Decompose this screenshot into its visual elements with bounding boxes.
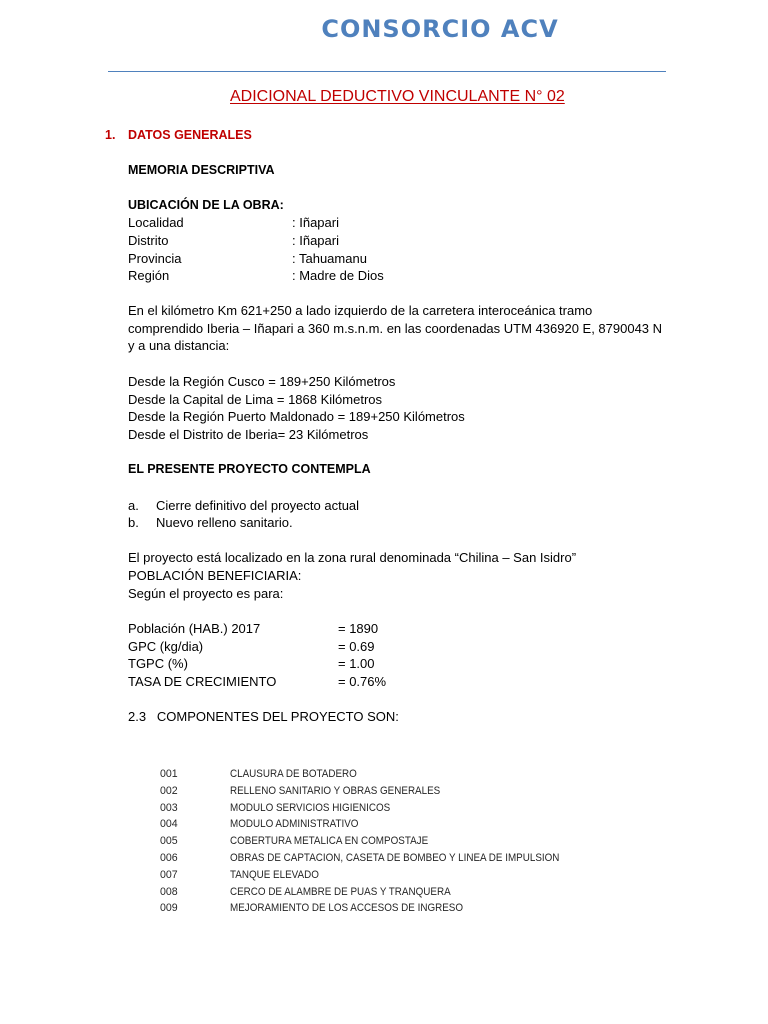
section-number: 1.: [105, 128, 116, 142]
ubicacion-label: Distrito: [128, 233, 169, 248]
componente-row: [160, 833, 584, 850]
poblacion-heading: POBLACIÓN BENEFICIARIA:: [128, 568, 302, 583]
componente-code: 008: [160, 885, 178, 898]
componente-code: 004: [160, 818, 178, 831]
document-title: ADICIONAL DEDUCTIVO VINCULANTE N° 02: [230, 88, 565, 105]
componente-desc: MODULO SERVICIOS HIGIENICOS: [230, 801, 391, 814]
ubicacion-label: Localidad: [128, 215, 184, 230]
componente-desc: TANQUE ELEVADO: [230, 868, 319, 881]
ubicacion-value: : Tahuamanu: [292, 251, 367, 266]
ubicacion-label: Región: [128, 268, 170, 283]
componente-desc: RELLENO SANITARIO Y OBRAS GENERALES: [230, 784, 441, 797]
stat-value: = 1890: [338, 621, 379, 636]
proyecto-heading: EL PRESENTE PROYECTO CONTEMPLA: [128, 462, 371, 476]
localizado-text: El proyecto está localizado en la zona rural denominada “Chilina – San Isidro”: [128, 550, 577, 565]
componente-desc: MODULO ADMINISTRATIVO: [230, 818, 359, 831]
ubicacion-value: : Madre de Dios: [292, 268, 384, 283]
stat-label: TGPC (%): [128, 656, 188, 671]
ubicacion-label: Provincia: [128, 251, 182, 266]
componente-code: 006: [160, 851, 178, 864]
componente-row: [160, 766, 584, 783]
componente-code: 001: [160, 768, 178, 780]
componente-desc: CLAUSURA DE BOTADERO: [230, 768, 357, 780]
distance-line: Desde la Región Puerto Maldonado = 189+250 Kilómetros: [128, 409, 465, 424]
componente-row: [160, 800, 584, 817]
componente-row: [160, 850, 584, 867]
ubicacion-value: : Iñapari: [292, 233, 339, 248]
componente-code: 002: [160, 784, 178, 797]
segun-text: Según el proyecto es para:: [128, 586, 284, 601]
componente-desc: OBRAS DE CAPTACION, CASETA DE BOMBEO Y LINEA DE IMPULSION: [230, 851, 560, 864]
componente-row: [160, 783, 584, 800]
list-item: Cierre definitivo del proyecto actual: [156, 498, 360, 513]
componente-row: [160, 867, 584, 884]
componente-desc: MEJORAMIENTO DE LOS ACCESOS DE INGRESO: [230, 902, 464, 915]
company-name: CONSORCIO ACV: [321, 15, 559, 43]
distance-line: Desde el Distrito de Iberia= 23 Kilómetros: [128, 427, 369, 442]
componente-desc: CERCO DE ALAMBRE DE PUAS Y TRANQUERA: [230, 885, 451, 898]
componentes-table: [160, 766, 584, 917]
list-item: Nuevo relleno sanitario.: [156, 515, 293, 530]
memoria-heading: MEMORIA DESCRIPTIVA: [128, 163, 275, 177]
stat-label: TASA DE CRECIMIENTO: [128, 674, 277, 689]
stat-value: = 0.76%: [338, 674, 387, 689]
ubicacion-heading: UBICACIÓN DE LA OBRA:: [128, 198, 284, 212]
componente-code: 003: [160, 801, 178, 814]
location-paragraph: En el kilómetro Km 621+250 a lado izquierdo de la carretera interoceánica tramo comprendido Iberia – Iñapari a 360 m.s.n.m. en las coordenadas UTM 436920 E, 8790043 N y a una distancia:: [128, 303, 663, 354]
stat-value: = 0.69: [338, 639, 375, 654]
componente-code: 009: [160, 902, 178, 915]
stat-value: = 1.00: [338, 656, 375, 671]
componente-row: [160, 884, 584, 901]
componente-row: [160, 900, 584, 917]
list-marker: a.: [128, 498, 139, 513]
ubicacion-value: : Iñapari: [292, 215, 339, 230]
list-marker: b.: [128, 515, 139, 530]
stat-label: Población (HAB.) 2017: [128, 621, 261, 636]
componente-row: [160, 816, 584, 833]
componente-code: 005: [160, 835, 178, 848]
distance-line: Desde la Capital de Lima = 1868 Kilómetros: [128, 392, 383, 407]
componentes-heading: 2.3 COMPONENTES DEL PROYECTO SON:: [128, 709, 399, 724]
distance-line: Desde la Región Cusco = 189+250 Kilómetros: [128, 374, 396, 389]
stat-label: GPC (kg/dia): [128, 639, 204, 654]
componente-desc: COBERTURA METALICA EN COMPOSTAJE: [230, 835, 429, 848]
header-divider: [108, 71, 666, 72]
section-title: DATOS GENERALES: [128, 128, 252, 142]
componente-code: 007: [160, 868, 178, 881]
